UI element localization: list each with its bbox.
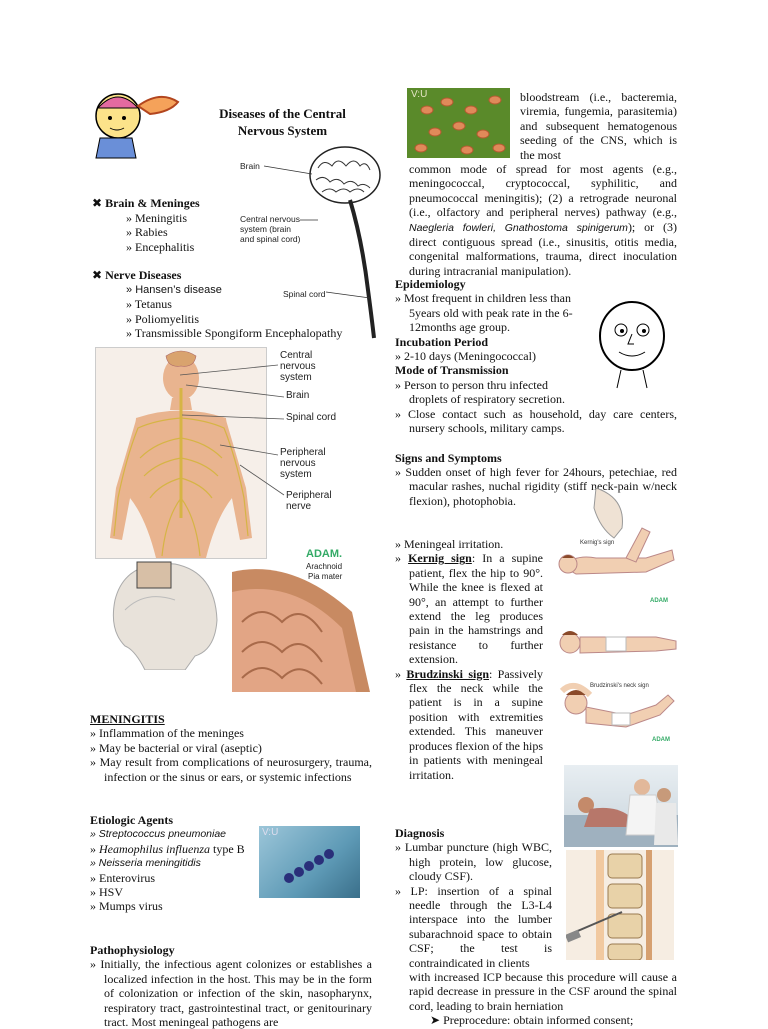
supine-patient-figure (556, 625, 681, 663)
skull-head-illustration (105, 560, 225, 670)
body-label-pns: Peripheral nervous system (280, 447, 326, 480)
spread-text-body: common mode of spread for most agents (e.g., meningococcal, cryptococcal, syphilitic, and pneumococcal meningitis); (2) a retrograde neuronal (i.e., olfactory and peripheral nerves) pathway (e.g., Naegleria fowleri, Gnathostoma spinigerum); or (3) direct contiguous spread (i.e., sinusitis, otitis media, congenital malformations, trauma, direct inoculation during intracranial manipulation). (409, 162, 677, 278)
fig-label-kernig: Kernig's sign (580, 540, 615, 546)
signs-bullets-rest (395, 537, 543, 782)
bacteria-culture-image (407, 88, 510, 158)
diagram-label-cns: Central nervous system (brain and spinal cord) (240, 214, 301, 244)
epidemiology-section (395, 277, 577, 407)
label-pia-mater: Pia mater (308, 572, 343, 581)
incubation-bullet: » 2-10 days (Meningococcal) (395, 349, 577, 363)
agent-item: » Mumps virus (90, 899, 255, 913)
agent-item: » Heamophilus influenza type B (90, 842, 255, 856)
kernig-bullet: » Kernig sign: In a supine patient, flex the hip to 90°. While the knee is flexed at 90°, an attempt to further extend the leg produces pain in the hamstrings and resistance to further extension. (395, 551, 543, 666)
agent-item: » Neisseria meningitidis (90, 856, 255, 870)
kernig-sign-figure (556, 488, 681, 583)
micrograph-label: V:U (262, 827, 279, 838)
outline-item: » Tetanus (92, 297, 382, 312)
agent-item: » HSV (90, 885, 255, 899)
spread-text-top: bloodstream (i.e., bacteremia, viremia, fungemia, parasitemia) and subsequent hematogenous seeding of the CNS, which is the most (520, 90, 677, 162)
diagnosis-bullet: » LP: insertion of a spinal needle through the L3-L4 interspace into the lumber subarachnoid space to obtain CSF; the test is contraindicated in clients (395, 884, 552, 970)
diagram-pointer-lines (260, 160, 380, 300)
outline-item: » Meningitis (92, 211, 292, 226)
adam-logo-2: ADAM (652, 737, 670, 743)
fig-label-brudzinski: Brudzinski's neck sign (590, 683, 649, 689)
transmission-bullet-2: » Close contact such as household, day care centers, nursery schools, military camps. (395, 407, 677, 436)
adam-logo-1: ADAM (650, 598, 668, 604)
transmission-bullet: » Person to person thru infected droplets of respiratory secretion. (395, 378, 577, 407)
body-label-brain: Brain (286, 390, 310, 401)
title-line-1: Diseases of the Central (219, 106, 346, 121)
preprocedure-line: ➤ Preprocedure: obtain informed consent; (430, 1013, 634, 1027)
body-label-peripheral-nerve: Peripheral nerve (286, 490, 332, 512)
etiologic-heading: Etiologic Agents (90, 813, 173, 827)
diagram-label-spinal-cord: Spinal cord (283, 289, 326, 299)
meningitis-bullet: » May result from complications of neurosurgery, trauma, infection or the sinus or ears, or systemic infections (90, 755, 372, 784)
epidemiology-heading: Epidemiology (395, 277, 466, 291)
diagnosis-section (395, 826, 552, 970)
pathophysiology-heading: Pathophysiology (90, 943, 175, 957)
culture-label: V:U (411, 89, 428, 100)
spine-needle-illustration (566, 850, 674, 960)
signs-heading: Signs and Symptoms (395, 451, 502, 465)
diagnosis-heading: Diagnosis (395, 826, 445, 840)
body-pointer-lines (180, 355, 290, 505)
outline-item: » Encephalitis (92, 240, 292, 255)
body-label-spinal-cord: Spinal cord (286, 412, 337, 423)
adam-logo-text: ADAM. (306, 548, 343, 560)
outline-item: » Poliomyelitis (92, 312, 382, 327)
incubation-heading: Incubation Period (395, 334, 489, 349)
title-line-2: Nervous System (237, 123, 328, 138)
diagnosis-bullet: » Lumbar puncture (high WBC, high protein, low glucose, cloudy CSF). (395, 840, 552, 883)
x-bullet-icon: ✖ (92, 268, 106, 282)
page-title (200, 105, 365, 139)
outline-group-title: Nerve Diseases (105, 268, 182, 282)
signs-bullet-1: » Sudden onset of high fever for 24hours, petechiae, red macular rashes, nuchal rigidity (stiff neck-pain w/neck flexion), photophobia. (395, 465, 677, 508)
meninges-cross-section (232, 562, 370, 692)
meningitis-heading: MENINGITIS (90, 712, 165, 726)
outline-group-title: Brain & Meninges (105, 196, 200, 210)
transmission-heading: Mode of Transmission (395, 363, 509, 378)
arrow-bullet-icon: ➤ (430, 1013, 444, 1027)
bacteria-micrograph (259, 826, 360, 898)
clinical-scene (564, 765, 678, 847)
diagnosis-continued: with increased ICP because this procedure will cause a rapid decrease in pressure in the CSF around the spinal cord, leading to brain herniation (409, 970, 677, 1013)
etiologic-section (90, 813, 255, 914)
agent-item: » Streptococcus pneumoniae (90, 827, 255, 841)
pathophysiology-text: » Initially, the infectious agent colonizes or establishes a localized infection in the host. This may be in the form of colonization or infection of the skin, nasopharynx, respiratory tract, gastrointestinal tract, or genitourinary tract. Most meningeal pathogens are (90, 957, 372, 1029)
outline-item: » Transmissible Spongiform Encephalopathy (92, 326, 382, 341)
outline-item: » Hansen’s disease (92, 283, 382, 298)
signs-section (395, 451, 677, 465)
agent-item: » Enterovirus (90, 871, 255, 885)
epidemiology-bullet: » Most frequent in children less than 5years old with peak rate in the 6-12months age group. (395, 291, 577, 334)
lumbar-puncture-photo (564, 765, 678, 847)
brudzinski-bullet: » Brudzinski sign: Passively flex the neck while the patient is in a supine position with extremities extended. This maneuver produces flexion of the hips in patients with meningeal irritation. (395, 667, 543, 782)
meningitis-bullet: » May be bacterial or viral (aseptic) (90, 741, 372, 755)
meningitis-bullet: » Inflammation of the meninges (90, 726, 372, 740)
cartoon-head-illustration (90, 88, 185, 160)
meningitis-section (90, 712, 372, 784)
cartoon-face-illustration (595, 298, 670, 390)
x-bullet-icon: ✖ (92, 196, 106, 210)
outline-item: » Rabies (92, 225, 292, 240)
diagram-label-brain: Brain (240, 161, 260, 171)
label-arachnoid: Arachnoid (306, 562, 343, 571)
pathophysiology-section (90, 943, 372, 1029)
signs-bullet-2: » Meningeal irritation. (395, 537, 543, 551)
body-label-cns: Central nervous system (280, 350, 316, 383)
